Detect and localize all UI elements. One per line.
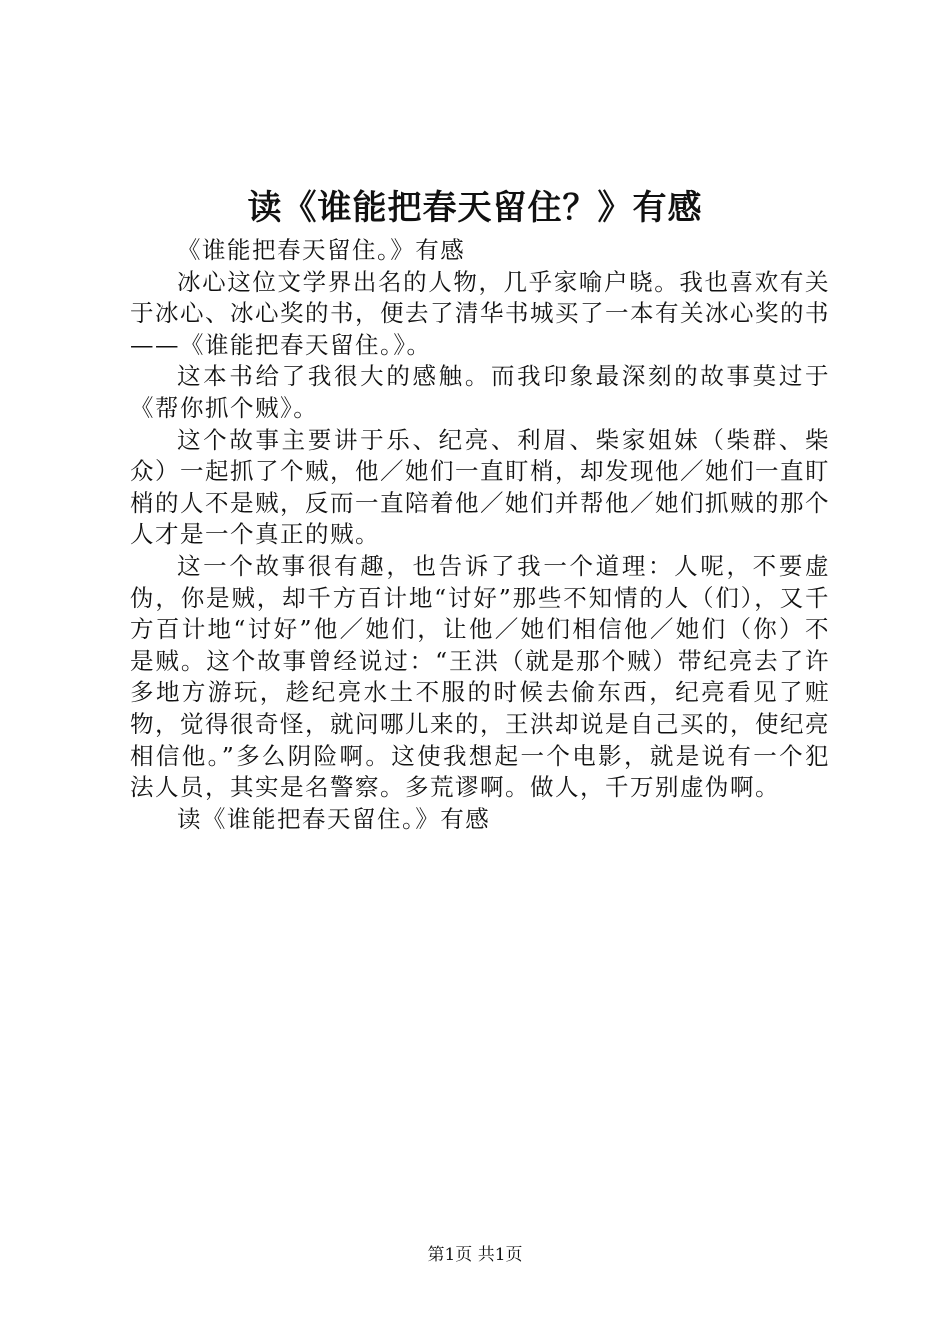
paragraph-intro: 冰心这位文学界出名的人物，几乎家喻户晓。我也喜欢有关于冰心、冰心奖的书，便去了清华书城买了一本有关冰心奖的书——《谁能把春天留住。》。 <box>130 267 830 359</box>
paragraph-lesson: 这一个故事很有趣，也告诉了我一个道理：人呢，不要虚伪，你是贼，却千方百计地“讨好”那些不知情的人（们），又千方百计地“讨好”他／她们，让他／她们相信他／她们（你）不是贼。这个故事曾经说过：“王洪（就是那个贼）带纪亮去了许多地方游玩，趁纪亮水土不服的时候去偷东西，纪亮看见了赃物，觉得很奇怪，就问哪儿来的，王洪却说是自己买的，使纪亮相信他。”多么阴险啊。这使我想起一个电影，就是说有一个犯法人员，其实是名警察。多荒谬啊。做人，千万别虚伪啊。 <box>130 551 830 802</box>
paragraph-impression: 这本书给了我很大的感触。而我印象最深刻的故事莫过于《帮你抓个贼》。 <box>130 362 830 422</box>
document-title: 读《谁能把春天留住？》有感 <box>247 188 703 228</box>
document-body <box>130 235 830 835</box>
paragraph-closing: 读《谁能把春天留住。》有感 <box>177 804 491 833</box>
paragraph-subtitle: 《谁能把春天留住。》有感 <box>177 236 466 264</box>
page-number-footer: 第1页 共1页 <box>427 1245 523 1265</box>
paragraph-story-summary: 这个故事主要讲于乐、纪亮、利眉、柴家姐妹（柴群、柴众）一起抓了个贼，他／她们一直盯梢，却发现他／她们一直盯梢的人不是贼，反而一直陪着他／她们并帮他／她们抓贼的那个人才是一个真正的贼。 <box>130 425 830 549</box>
